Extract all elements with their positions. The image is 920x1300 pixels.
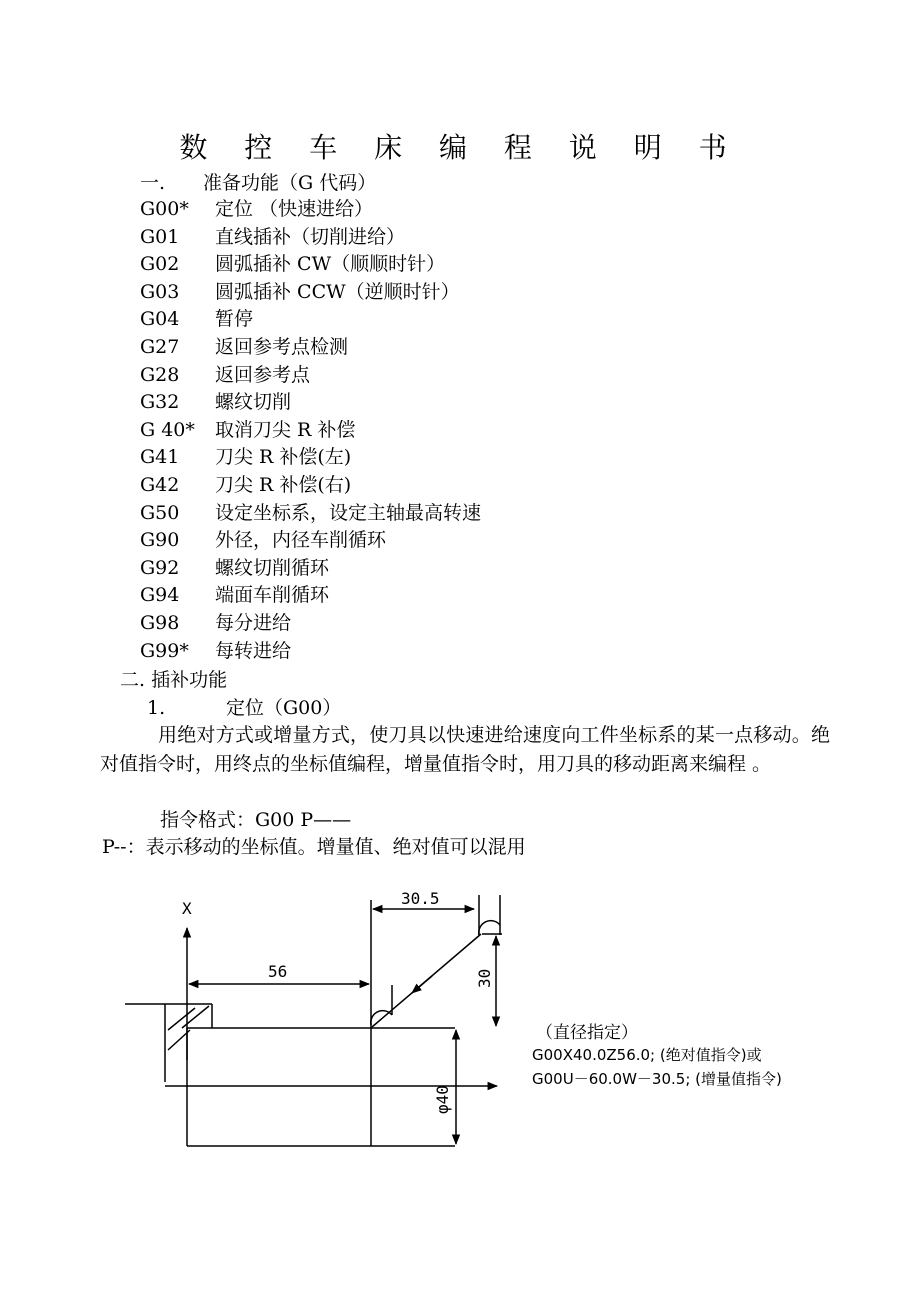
gcode-description: 端面车削循环 [215,584,330,607]
gcode-code: G28 [140,363,180,386]
p-line: P--：表示移动的坐标值。增量值、绝对值可以混用 [102,836,526,858]
gcode-code: G03 [140,280,180,303]
gcode-description: 每转进给 [215,639,292,662]
gcode-row [140,363,740,387]
annotation-line-2: G00U－60.0W－30.5; (增量值指令) [532,1070,782,1088]
gcode-row [140,445,740,469]
gcode-row [140,335,740,359]
jaw-hatch [168,1008,195,1030]
jaw-hatch [182,1006,209,1028]
g00-positioning-diagram [120,880,540,1170]
gcode-description: 螺纹切削循环 [215,556,330,579]
gcode-description: 圆弧插补 CCW（逆顺时针） [215,280,460,303]
dim-30-5-label: 30.5 [401,889,440,908]
gcode-description: 圆弧插补 CW（顺顺时针） [215,253,446,276]
gcode-code: G32 [140,391,180,414]
annotation-line-1: G00X40.0Z56.0; (绝对值指令)或 [532,1046,762,1064]
gcode-description: 返回参考点检测 [215,336,349,358]
gcode-row [140,583,740,607]
gcode-row [140,418,740,442]
page-title: 数 控 车 床 编 程 说 明 书 [179,131,741,164]
gcode-row [140,501,740,525]
gcode-row [140,556,740,580]
gcode-code: G00* [140,198,189,220]
gcode-description: 螺纹切削 [215,391,292,414]
dim-56-label: 56 [268,962,288,981]
format-line: 指令格式：G00 P—— [160,809,352,831]
gcode-description: 取消刀尖 R 补偿 [215,418,356,441]
body-paragraph: 用绝对方式或增量方式，使刀具以快速进给速度向工件坐标系的某一点移动。绝对值指令时，用终点的坐标值编程，增量值指令时，用刀具的移动距离来编程 。 [100,724,830,775]
section-2-heading: 二. 插补功能 [120,669,228,691]
gcode-description: 刀尖 R 补偿(右) [215,474,352,496]
annotation-title: （直径指定） [536,1023,638,1043]
gcode-code: G02 [140,253,180,276]
gcode-row [140,390,740,414]
gcode-row [140,197,740,221]
gcode-code: G92 [140,556,180,579]
tool-start-tip [479,921,500,935]
gcode-description: 定位 （快速进给） [215,198,374,220]
gcode-description: 暂停 [215,308,254,331]
gcode-description: 外径，内径车削循环 [215,529,387,552]
section-1-heading: 准备功能（G 代码） [203,172,377,194]
gcode-code: G98 [140,612,180,634]
subsection-1-heading: 定位（G00） [226,697,342,719]
gcode-description: 返回参考点 [215,363,311,386]
gcode-row [140,225,740,249]
gcode-code: G42 [140,474,180,496]
gcode-code: G27 [140,336,180,358]
gcode-description: 设定坐标系，设定主轴最高转速 [215,501,482,524]
gcode-row [140,611,740,635]
gcode-code: G41 [140,446,180,469]
gcode-description: 刀尖 R 补偿(左) [215,446,352,469]
gcode-code: G04 [140,308,180,331]
gcode-description: 直线插补（切削进给） [215,225,406,248]
section-1-number: 一. [140,172,166,194]
gcode-code: G50 [140,501,180,524]
gcode-row [140,280,740,304]
gcode-code: G94 [140,584,180,607]
gcode-code: G99* [140,639,189,662]
gcode-row [140,307,740,331]
gcode-row [140,639,740,663]
gcode-code: G90 [140,529,180,552]
dim-phi40-label: φ40 [433,1085,452,1114]
gcode-code: G01 [140,225,180,248]
gcode-row [140,252,740,276]
x-axis-label: X [182,899,192,918]
gcode-row [140,528,740,552]
dim-30-label: 30 [475,968,494,988]
tool-arrow [412,976,432,993]
gcode-description: 每分进给 [215,612,292,634]
subsection-1-number: 1. [147,697,166,719]
gcode-code: G 40* [140,418,195,441]
gcode-row [140,473,740,497]
tool-end-tip [371,1011,392,1025]
